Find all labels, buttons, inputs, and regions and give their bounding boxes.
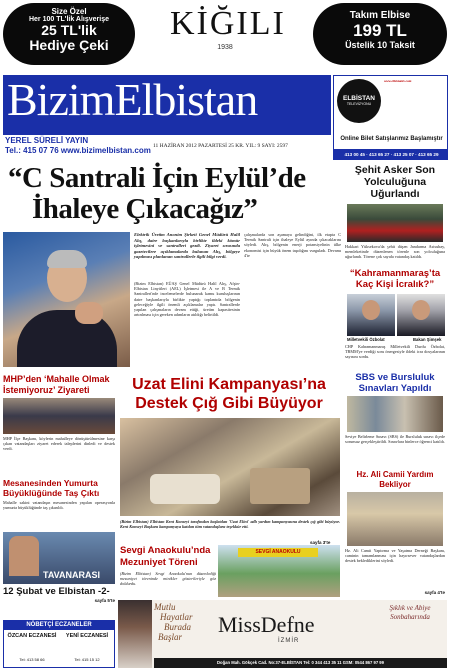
story2-face-left [362,300,380,320]
portrait-hair [47,250,87,268]
pharmacy-right-tel: Tel: 415 15 12 [74,657,100,662]
story2-title: “Kahramanmaraş’ta Kaç Kişi İcralık?” [349,268,441,290]
story2-face-right [412,300,430,320]
center-story3-banner: SEVGİ ANAOKULU [238,548,318,557]
script-line3: Burada [164,622,191,632]
center-story2-headline [118,375,340,413]
center-story3-text: (Bizim Elbistan) Sevgi Anaokulu'nun düzenlediği mezuniyet töreninde minikler gösterileriyle göz doldurdu. [120,571,216,587]
left-ad-line4: Hediye Çeki [29,37,109,53]
right-sidebar [343,160,447,615]
story4-photo [347,492,443,546]
pharmacy-left-name: ÖZCAN ECZANESİ [7,633,57,639]
portrait-suit [17,310,117,367]
left-story4-title: 12 Şubat ve Elbistan -2- [3,586,110,597]
center-story3-photo [218,545,340,597]
left-top-ad [3,3,135,65]
center-story2-line2: Destek Çığ Gibi Büyüyor [135,395,323,412]
tavanarasi-label: TAVANARASI [43,570,100,580]
bottom-ad-brand-sub: İZMİR [278,638,300,644]
aid-bags [150,474,220,504]
story1-photo [347,204,443,242]
tavanarasi-box [3,532,115,584]
right-ad-line2: 199 TL [353,21,407,40]
bottom-ad-tagline: Şıklık ve Abiye Sonbaharında [389,604,431,621]
right-ad-line3: Üstelik 10 Taksit [345,40,415,50]
story3-photo [347,396,443,432]
left-story2-title: Mesanesinden Yumurta Büyüklüğünde Taş Çıktı [3,478,100,498]
tv-url: www.elbistantv.com [384,79,412,83]
masthead-title: BizimElbistan [7,75,258,125]
story4-cont: sayfa 4'te [424,590,445,595]
kigili-logo [170,4,286,66]
kigili-brand: KİĞILI [170,5,286,42]
bottom-ad-address: Doğan Mah. Gökçek Cad. No:37-ELBİSTAN Tel: 0 344 413 35 11 GSM: 0544 867 97 99 [154,658,447,668]
story4-title: Hz. Ali Camii Yardım Bekliyor [356,470,434,489]
tv-schedule-text [384,79,446,83]
story1-title: Şehit Asker Son Yolculuğuna Uğurlandı [354,164,436,200]
bottom-ad-brand: MissDefne [218,612,315,637]
story1-text: Hakkari Yüksekova'da şehit düşen Jandarma Astsubay, memleketinde düzenlenen törenle son yolculuğuna uğurlandı. Törene çok sayıda vatandaş katıldı. [345,244,445,260]
tv-logo-text: ELBİSTAN [342,95,376,102]
right-top-ad [313,3,447,65]
kigili-year: 1938 [217,44,233,51]
main-headline-line2: İhaleye Çıkacağız” [32,193,258,225]
bottom-ad-model [118,600,152,668]
story4-text: Hz. Ali Camii Yaptırma ve Yaşatma Derneği Başkanı, caminin tamamlanması için hayırsever vatandaşlardan destek beklediklerini söyledi. [345,548,445,564]
pharmacy-right-name: YENİ ECZANESİ [65,633,109,639]
tv-logo-sub: TELEVİZYONU [346,102,372,106]
left-ad-line2: Her 100 TL'lik Alışverişe [28,16,109,23]
story3-title: SBS ve Bursluluk Sınavları Yapıldı [355,372,435,394]
masthead [3,75,331,135]
left-column [3,372,115,644]
masthead-subtitle: YEREL SÜRELİ YAYIN [5,136,89,145]
left-story1-photo [3,398,115,434]
main-story-lead: Elektrik Üretim Anonim Şirketi Genel Müdürü Halil Alış, daire başkanlarıyla birlikte ildeki kömür işletmesini ve santralleri gezdi. Ziyaret sırasında gazetecilere açıklamalarda bulunan Alış, bölgeye yapılması planlanan santrallerle ilgili bilgi verdi. [134,232,240,260]
left-ad-line3: 25 TL'lik [41,22,97,38]
tavanarasi-author [9,536,39,576]
left-story1-title: MHP’den ‘Mahalle Olmak İstemiyoruz’ Ziyareti [3,374,110,395]
left-story1-text: MHP İlçe Başkanı, köylerin mahalleye dönüştürülmesine karşı çıkan vatandaşları ziyaret ederek taleplerini dinledi ve destek verdi. [3,436,115,452]
aid-boxes [250,468,310,504]
center-story2-text: (Bizim Elbistan) Elbistan Kent Konseyi tarafından başlatılan 'Uzat Elini' adlı yardım kampanyasına destek çığ gibi büyüyor. Kent Konseyi Başkanı kampanyaya katılan tüm vatandaşlara teşekkür etti. [120,519,340,530]
portrait-hand [75,302,103,324]
main-story-col2: çalışmalarda son aşamaya gelindiğini, ilk etapta C Termik Santrali için ihaleye Eylül ayında çıkacaklarını söyledi. Alış, bölgenin enerji potansiyelinin ülke ekonomisi için büyük önem taşıdığını vurguladı. Devamı 4'te [244,232,341,258]
main-headline-line1: “C Santrali İçin Eylül’de [8,162,306,194]
script-line4: Başlar [158,632,183,642]
left-story4-cont: sayfa 5'te [94,598,115,603]
tv-broadcast: Online Bilet Satışlarımız Başlamıştır [340,136,443,142]
story2-text: CHP Kahramanmaraş Milletvekili Durdu Özbolat, TBMM'ye verdiği soru önergesiyle ildeki icra dosyalarının sayısını sordu. [345,344,445,360]
pharmacy-box [3,620,115,668]
issue-line: 11 HAZİRAN 2012 PAZARTESİ 25 KR. YIL: 9 SAYI: 2597 [153,143,288,149]
pharmacy-left-tel: Tel: 413 58 66 [19,657,45,662]
story2-photo-right [397,294,445,336]
right-ad-line1: Takım Elbise [349,10,411,21]
pharmacy-title: NÖBETÇİ ECZANELER [4,621,114,630]
script-line1: Mutlu [154,602,176,612]
masthead-contact: Tel.: 415 07 76 www.bizimelbistan.com [5,146,151,155]
main-headline [8,163,338,225]
bottom-ad [118,600,447,668]
main-story-col1: (Bizim Elbistan) EÜAŞ Genel Müdürü Halil Alış, Afşin-Elbistan Linyitleri (AEL) İşletmesi ile A ve B Termik Santralleri'nde incelemelerde bulunarak kamu kuruluşlarının daire başkanlarıyla birlikte yaptığı toplantıda bölgenin geleceğiyle ilgili önemli açıklamalar yaptı. Santrallerde yapılan çalışmaların devam ettiği, üretim kapasitesinin artırılması için gereken adımların atıldığı belirtildi. [134,281,240,318]
left-ad-line1: Size Özel [51,7,87,16]
tv-logo [337,79,381,123]
main-story-photo [3,232,130,367]
story2-caption1: Milletvekili Özbolat [347,337,385,342]
tv-phones: 413 00 45 · 413 65 27 · 413 25 07 · 413 65 29 [334,149,448,160]
center-story2-cont: sayfa 3'te [310,540,331,545]
center-story2-line1: Uzat Elini Kampanyası’na [132,376,326,393]
center-story2-photo [120,418,340,516]
bottom-ad-script [154,602,214,642]
masthead-sub-band [3,135,331,159]
story2-photo-left [347,294,395,336]
tv-box [333,75,448,160]
script-line2: Hayatlar [160,612,193,622]
story2-caption2: Bakan Şimşek [413,337,442,342]
story3-text: Seviye Belirleme Sınavı (SBS) ile Bursluluk sınavı ilçede sorunsuz gerçekleştirildi. Sınavlara binlerce öğrenci katıldı. [345,434,445,445]
center-story3-title: Sevgi Anaokulu’nda Mezuniyet Töreni [120,545,211,568]
left-story2-text: Mahalle sakini vatandaşın mesanesinden yapılan operasyonla yumurta büyüklüğünde taş çıkarıldı. [3,500,115,511]
